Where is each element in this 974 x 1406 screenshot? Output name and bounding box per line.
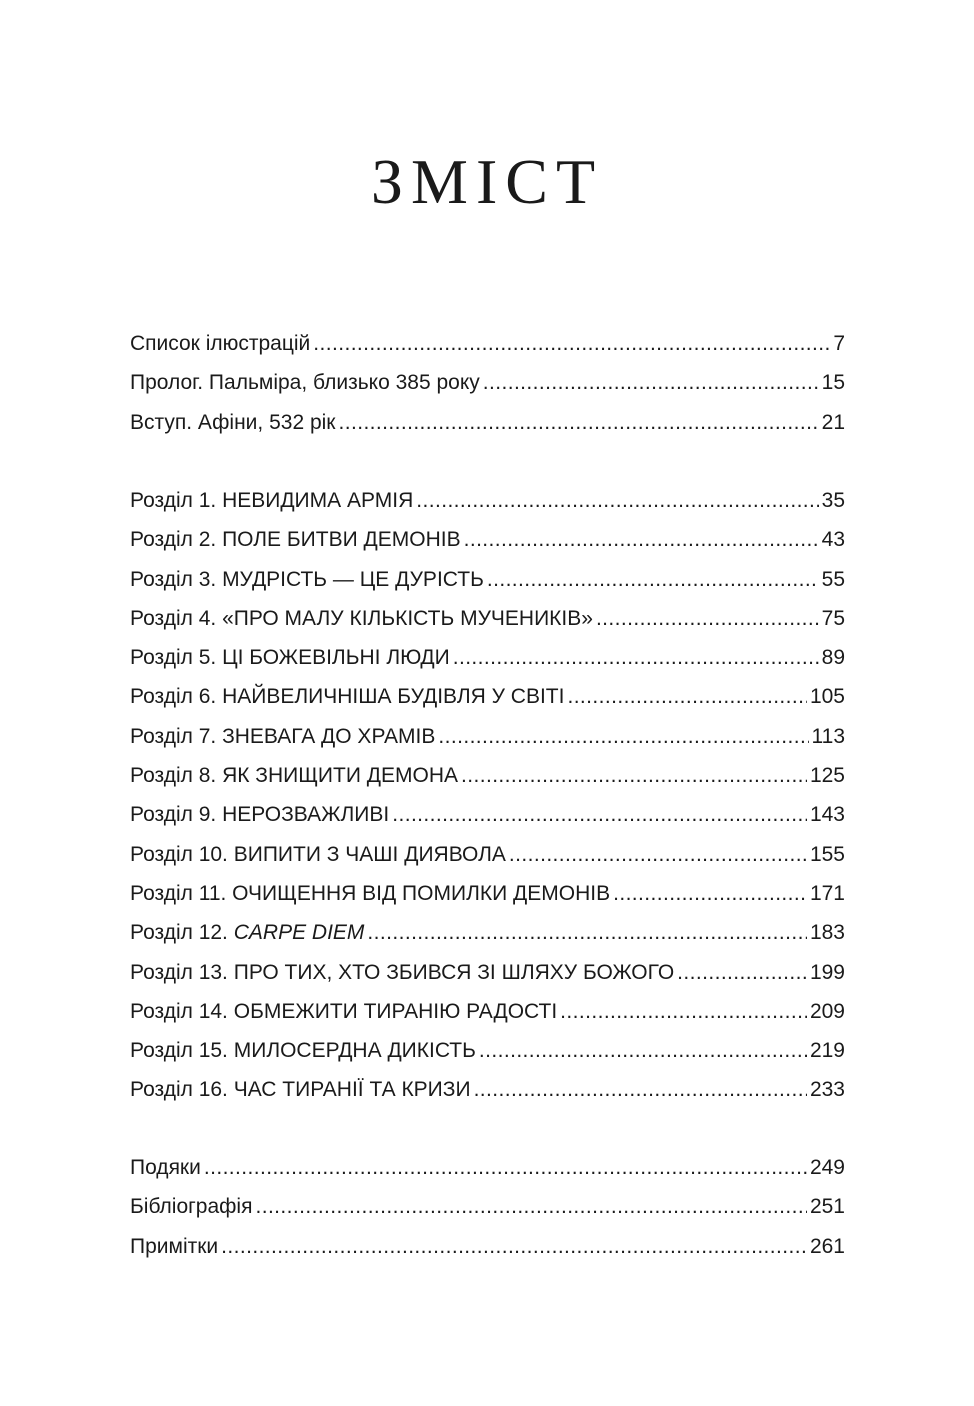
dot-leader <box>613 874 807 913</box>
toc-entry-label <box>130 599 593 638</box>
toc-entry-page: 219 <box>809 1039 845 1063</box>
chapter-title: МУДРІСТЬ — ЦЕ ДУРІСТЬ <box>222 567 484 591</box>
toc-entry-page: 233 <box>809 1078 845 1102</box>
chapter-number: Розділ 8. <box>130 764 223 788</box>
toc-chapter-entry[interactable] <box>130 638 845 677</box>
chapter-title: МИЛОСЕРДНА ДИКІСТЬ <box>233 1039 476 1063</box>
chapter-title: ЧАС ТИРАНІЇ ТА КРИЗИ <box>233 1078 471 1102</box>
toc-chapter-entry[interactable] <box>130 835 845 874</box>
toc-entry-label <box>130 1070 471 1109</box>
dot-leader <box>509 835 807 874</box>
toc-chapter-entry[interactable] <box>130 992 845 1031</box>
toc-entry-label <box>130 756 458 795</box>
chapter-title: НЕВИДИМА АРМІЯ <box>222 489 414 512</box>
chapter-title: ПОЛЕ БИТВИ ДЕМОНІВ <box>222 528 461 552</box>
chapter-title: CARPE DIEM <box>233 921 365 945</box>
dot-leader <box>392 795 807 834</box>
toc-chapter-entry[interactable] <box>130 874 845 913</box>
page-title: ЗМІСТ <box>370 146 604 217</box>
toc-entry-label <box>130 717 435 756</box>
toc-chapters <box>130 481 845 1110</box>
dot-leader <box>339 403 819 442</box>
toc-entry-label: Примітки <box>130 1234 219 1258</box>
toc-entry-page: 143 <box>809 803 845 827</box>
chapter-number: Розділ 2. <box>130 528 223 552</box>
toc-entry-label <box>130 874 610 913</box>
toc-entry-label <box>130 795 389 834</box>
chapter-number: Розділ 12. <box>130 921 234 945</box>
chapter-title: НЕРОЗВАЖЛИВІ <box>222 803 390 827</box>
dot-leader <box>255 1187 806 1226</box>
toc-back-matter <box>130 1148 845 1266</box>
toc-entry-label <box>130 1031 476 1070</box>
chapter-number: Розділ 3. <box>130 567 223 591</box>
toc-entry-page: 21 <box>821 410 845 434</box>
toc-entry-page: 251 <box>809 1195 845 1219</box>
toc-chapter-entry[interactable] <box>130 717 845 756</box>
toc-entry-page: 155 <box>809 842 845 866</box>
chapter-title: ЦІ БОЖЕВІЛЬНІ ЛЮДИ <box>222 646 450 670</box>
dot-leader <box>474 1070 807 1109</box>
chapter-title: ПРО ТИХ, ХТО ЗБИВСЯ ЗІ ШЛЯХУ БОЖОГО <box>233 960 675 984</box>
dot-leader <box>567 677 807 716</box>
toc-entry-page: 183 <box>809 921 845 945</box>
toc-entry-label <box>130 953 674 992</box>
toc-entry-page: 43 <box>821 528 845 552</box>
toc-chapter-entry[interactable] <box>130 795 845 834</box>
toc-entry[interactable] <box>130 403 845 442</box>
toc-entry-page: 55 <box>821 567 845 591</box>
chapter-title: НАЙВЕЛИЧНІША БУДІВЛЯ У СВІТІ <box>222 685 565 709</box>
dot-leader <box>453 638 819 677</box>
toc-chapter-entry[interactable] <box>130 953 845 992</box>
chapter-title: ЯК ЗНИЩИТИ ДЕМОНА <box>222 764 459 788</box>
toc-entry-page: 113 <box>811 724 845 748</box>
chapter-number: Розділ 11. <box>130 881 233 905</box>
chapter-number: Розділ 5. <box>130 646 223 670</box>
toc-chapter-entry[interactable] <box>130 756 845 795</box>
dot-leader <box>677 953 807 992</box>
toc-entry-page: 89 <box>821 646 845 670</box>
toc-chapter-entry[interactable] <box>130 481 845 520</box>
toc-entry-page: 75 <box>821 606 845 630</box>
toc-front-matter <box>130 324 845 442</box>
toc-entry-label <box>130 913 364 952</box>
toc-entry-label <box>130 835 506 874</box>
chapter-number: Розділ 10. <box>130 842 234 866</box>
toc-entry-page: 249 <box>809 1156 845 1179</box>
dot-leader <box>464 520 819 559</box>
chapter-number: Розділ 9. <box>130 803 223 827</box>
chapter-number: Розділ 4. <box>130 606 223 630</box>
toc-entry[interactable] <box>130 363 845 402</box>
dot-leader <box>560 992 807 1031</box>
chapter-number: Розділ 6. <box>130 685 223 709</box>
toc-entry-label <box>130 992 557 1031</box>
toc-entry[interactable] <box>130 1187 845 1226</box>
toc-entry[interactable] <box>130 324 845 363</box>
toc-entry-page: 171 <box>809 881 845 905</box>
dot-leader <box>438 717 808 756</box>
toc-chapter-entry[interactable] <box>130 1031 845 1070</box>
dot-leader <box>221 1227 807 1266</box>
toc-entry-page: 35 <box>821 489 845 512</box>
toc-entry-label: Вступ. Афіни, 532 рік <box>130 410 336 434</box>
toc-entry[interactable] <box>130 1227 845 1266</box>
toc-chapter-entry[interactable] <box>130 1070 845 1109</box>
toc-entry-label: Подяки <box>130 1156 201 1179</box>
chapter-number: Розділ 15. <box>130 1039 234 1063</box>
toc-entry-label <box>130 677 564 716</box>
chapter-number: Розділ 14. <box>130 999 234 1023</box>
toc-chapter-entry[interactable] <box>130 677 845 716</box>
toc-entry-page: 199 <box>809 960 845 984</box>
chapter-number: Розділ 1. <box>130 489 223 512</box>
toc-entry-page: 7 <box>833 332 845 355</box>
dot-leader <box>313 324 830 363</box>
toc-entry-label <box>130 638 450 677</box>
toc-entry-label <box>130 520 461 559</box>
dot-leader <box>461 756 807 795</box>
dot-leader <box>479 1031 807 1070</box>
toc-entry-page: 209 <box>809 999 845 1023</box>
toc-chapter-entry[interactable] <box>130 560 845 599</box>
toc-entry-label <box>130 481 413 520</box>
chapter-title: ЗНЕВАГА ДО ХРАМІВ <box>222 724 436 748</box>
toc-entry-label: Список ілюстрацій <box>130 332 311 355</box>
chapter-title: ОЧИЩЕННЯ ВІД ПОМИЛКИ ДЕМОНІВ <box>232 881 611 905</box>
chapter-title: «ПРО МАЛУ КІЛЬКІСТЬ МУЧЕНИКІВ» <box>222 606 593 630</box>
toc-entry-page: 105 <box>809 685 845 709</box>
toc-chapter-entry[interactable] <box>130 599 845 638</box>
dot-leader <box>367 913 807 952</box>
toc-chapter-entry[interactable] <box>130 913 845 952</box>
chapter-number: Розділ 16. <box>130 1078 234 1102</box>
toc-entry[interactable] <box>130 1148 845 1187</box>
chapter-title: ВИПИТИ З ЧАШІ ДИЯВОЛА <box>233 842 506 866</box>
dot-leader <box>483 363 819 402</box>
dot-leader <box>596 599 819 638</box>
toc-entry-label: Бібліографія <box>130 1195 253 1219</box>
dot-leader <box>416 481 818 520</box>
dot-leader <box>204 1148 807 1187</box>
dot-leader <box>487 560 819 599</box>
toc-entry-label <box>130 560 484 599</box>
chapter-title: ОБМЕЖИТИ ТИРАНІЮ РАДОСТІ <box>233 999 558 1023</box>
toc-chapter-entry[interactable] <box>130 520 845 559</box>
toc-entry-label: Пролог. Пальміра, близько 385 року <box>130 371 480 395</box>
chapter-number: Розділ 7. <box>130 724 223 748</box>
chapter-number: Розділ 13. <box>130 960 234 984</box>
toc-entry-page: 125 <box>809 764 845 788</box>
toc-entry-page: 15 <box>821 371 845 395</box>
toc-entry-page: 261 <box>809 1234 845 1258</box>
